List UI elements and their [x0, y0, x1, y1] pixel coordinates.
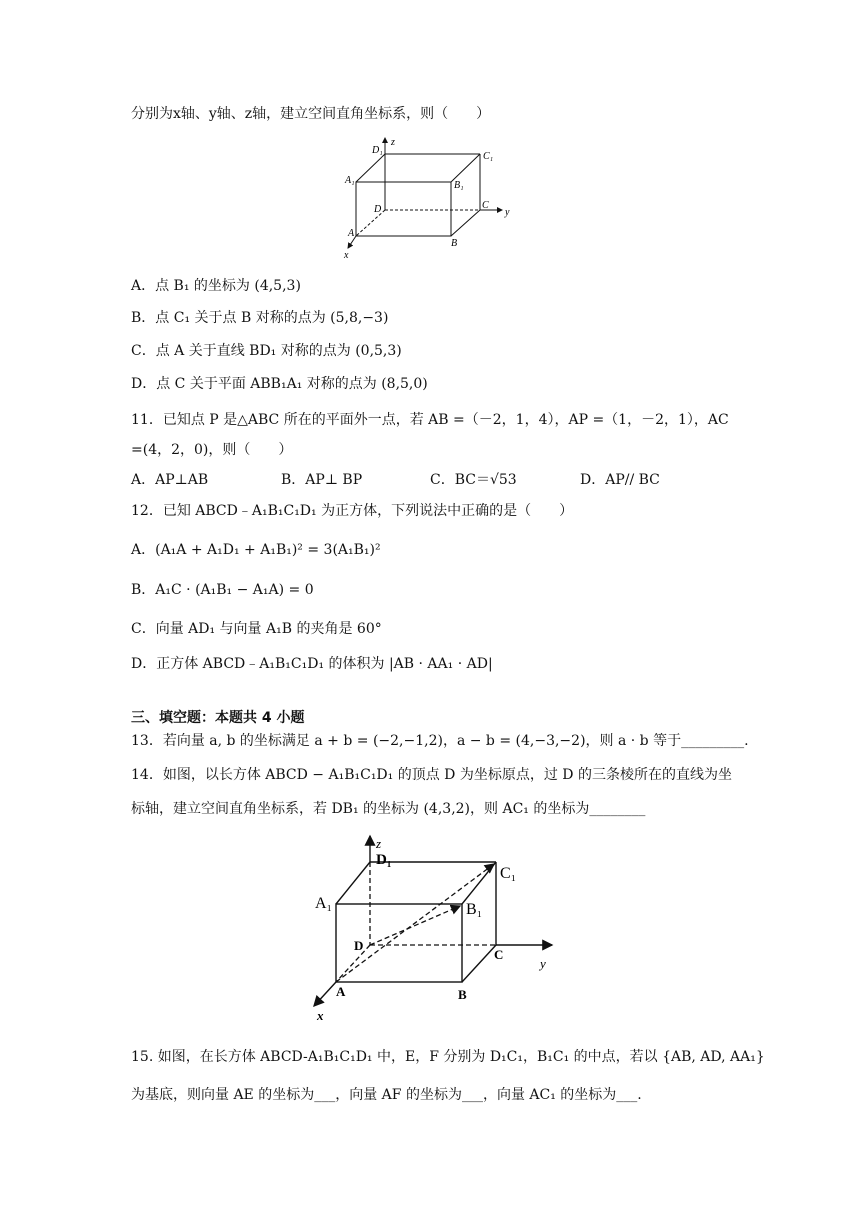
q10-option-a: A．点 B₁ 的坐标为 (4,5,3) — [131, 278, 301, 294]
fig1-D-label: D — [374, 204, 382, 215]
q15-stem-line2: 为基底，则向量 AE 的坐标为___，向量 AF 的坐标为___，向量 AC₁ 的坐标为___. — [131, 1087, 642, 1103]
q12-option-b: B．A₁C · (A₁B₁ − A₁A) = 0 — [131, 582, 314, 598]
fig1-A1-label: A₁ — [345, 175, 355, 186]
q12-option-c: C．向量 AD₁ 与向量 A₁B 的夹角是 60° — [131, 621, 382, 637]
q10-option-d: D．点 C 关于平面 ABB₁A₁ 对称的点为 (8,5,0) — [131, 376, 428, 392]
q14-stem-line1: 14．如图，以长方体 ABCD − A₁B₁C₁D₁ 的顶点 D 为坐标原点，过 D 的三条棱所在的直线为坐 — [131, 767, 732, 783]
q11-option-b: B．AP⊥ BP — [281, 472, 363, 488]
fig1-B-label: B — [451, 238, 458, 249]
fig2-C1-label: C₁ — [500, 865, 517, 882]
q15-stem-line1: 15. 如图，在长方体 ABCD-A₁B₁C₁D₁ 中，E，F 分别为 D₁C₁，B₁C₁ 的中点，若以 {AB, AD, AA₁} — [131, 1049, 765, 1065]
q11-option-d: D．AP// BC — [580, 472, 660, 488]
fig2-A-label: A — [336, 984, 346, 999]
fig1-C-label: C — [482, 200, 489, 211]
fig2-y-label: y — [540, 956, 546, 971]
q12-stem: 12．已知 ABCD﹣A₁B₁C₁D₁ 为正方体，下列说法中正确的是（ ） — [131, 503, 574, 519]
fig1-B1-label: B₁ — [454, 180, 464, 191]
fig1-A-label: A — [348, 228, 355, 239]
fig1-D1-label: D₁ — [372, 145, 383, 156]
section-3-heading: 三、填空题：本题共 4 小题 — [131, 710, 305, 726]
cuboid-figure-1 — [340, 133, 520, 263]
fig2-C-label: C — [494, 947, 504, 962]
q13-stem: 13．若向量 a, b 的坐标满足 a + b = (−2,−1,2)，a − b = (4,−3,−2)，则 a · b 等于_________. — [131, 733, 749, 749]
cuboid-figure-2 — [306, 832, 566, 1022]
fig2-D-label: D — [354, 938, 364, 953]
fig1-C1-label: C₁ — [483, 151, 494, 162]
q11-option-c: C．BC＝√53 — [430, 472, 517, 488]
q11-stem-line2: =(4，2，0)，则（ ） — [131, 442, 293, 458]
fig1-y-label: y — [505, 207, 510, 218]
fig1-x-label: x — [344, 250, 349, 261]
q14-stem-line2: 标轴，建立空间直角坐标系，若 DB₁ 的坐标为 (4,3,2)，则 AC₁ 的坐标为________ — [131, 801, 646, 817]
q10-option-c: C．点 A 关于直线 BD₁ 对称的点为 (0,5,3) — [131, 343, 402, 359]
fig2-A1-label: A₁ — [315, 895, 333, 912]
fig1-z-label: z — [391, 137, 395, 148]
fig2-B1-label: B₁ — [466, 901, 483, 918]
fig2-B-label: B — [458, 987, 467, 1002]
fig2-x-label: x — [317, 1008, 324, 1023]
q10-option-b: B．点 C₁ 关于点 B 对称的点为 (5,8,−3) — [131, 310, 389, 326]
q12-option-d: D．正方体 ABCD﹣A₁B₁C₁D₁ 的体积为 |AB · AA₁ · AD| — [131, 656, 493, 672]
q11-stem-line1: 11．已知点 P 是△ABC 所在的平面外一点，若 AB =（－2，1，4），AP =（1，－2，1），AC — [131, 412, 729, 428]
q12-option-a: A．(A₁A + A₁D₁ + A₁B₁)² = 3(A₁B₁)² — [131, 542, 381, 558]
q11-option-a: A．AP⊥AB — [131, 472, 209, 488]
fig2-D1-label: D₁ — [376, 852, 392, 868]
fig2-z-label: z — [376, 836, 382, 851]
q10-stem-tail: 分别为x轴、y轴、z轴，建立空间直角坐标系，则（ ） — [131, 106, 491, 122]
